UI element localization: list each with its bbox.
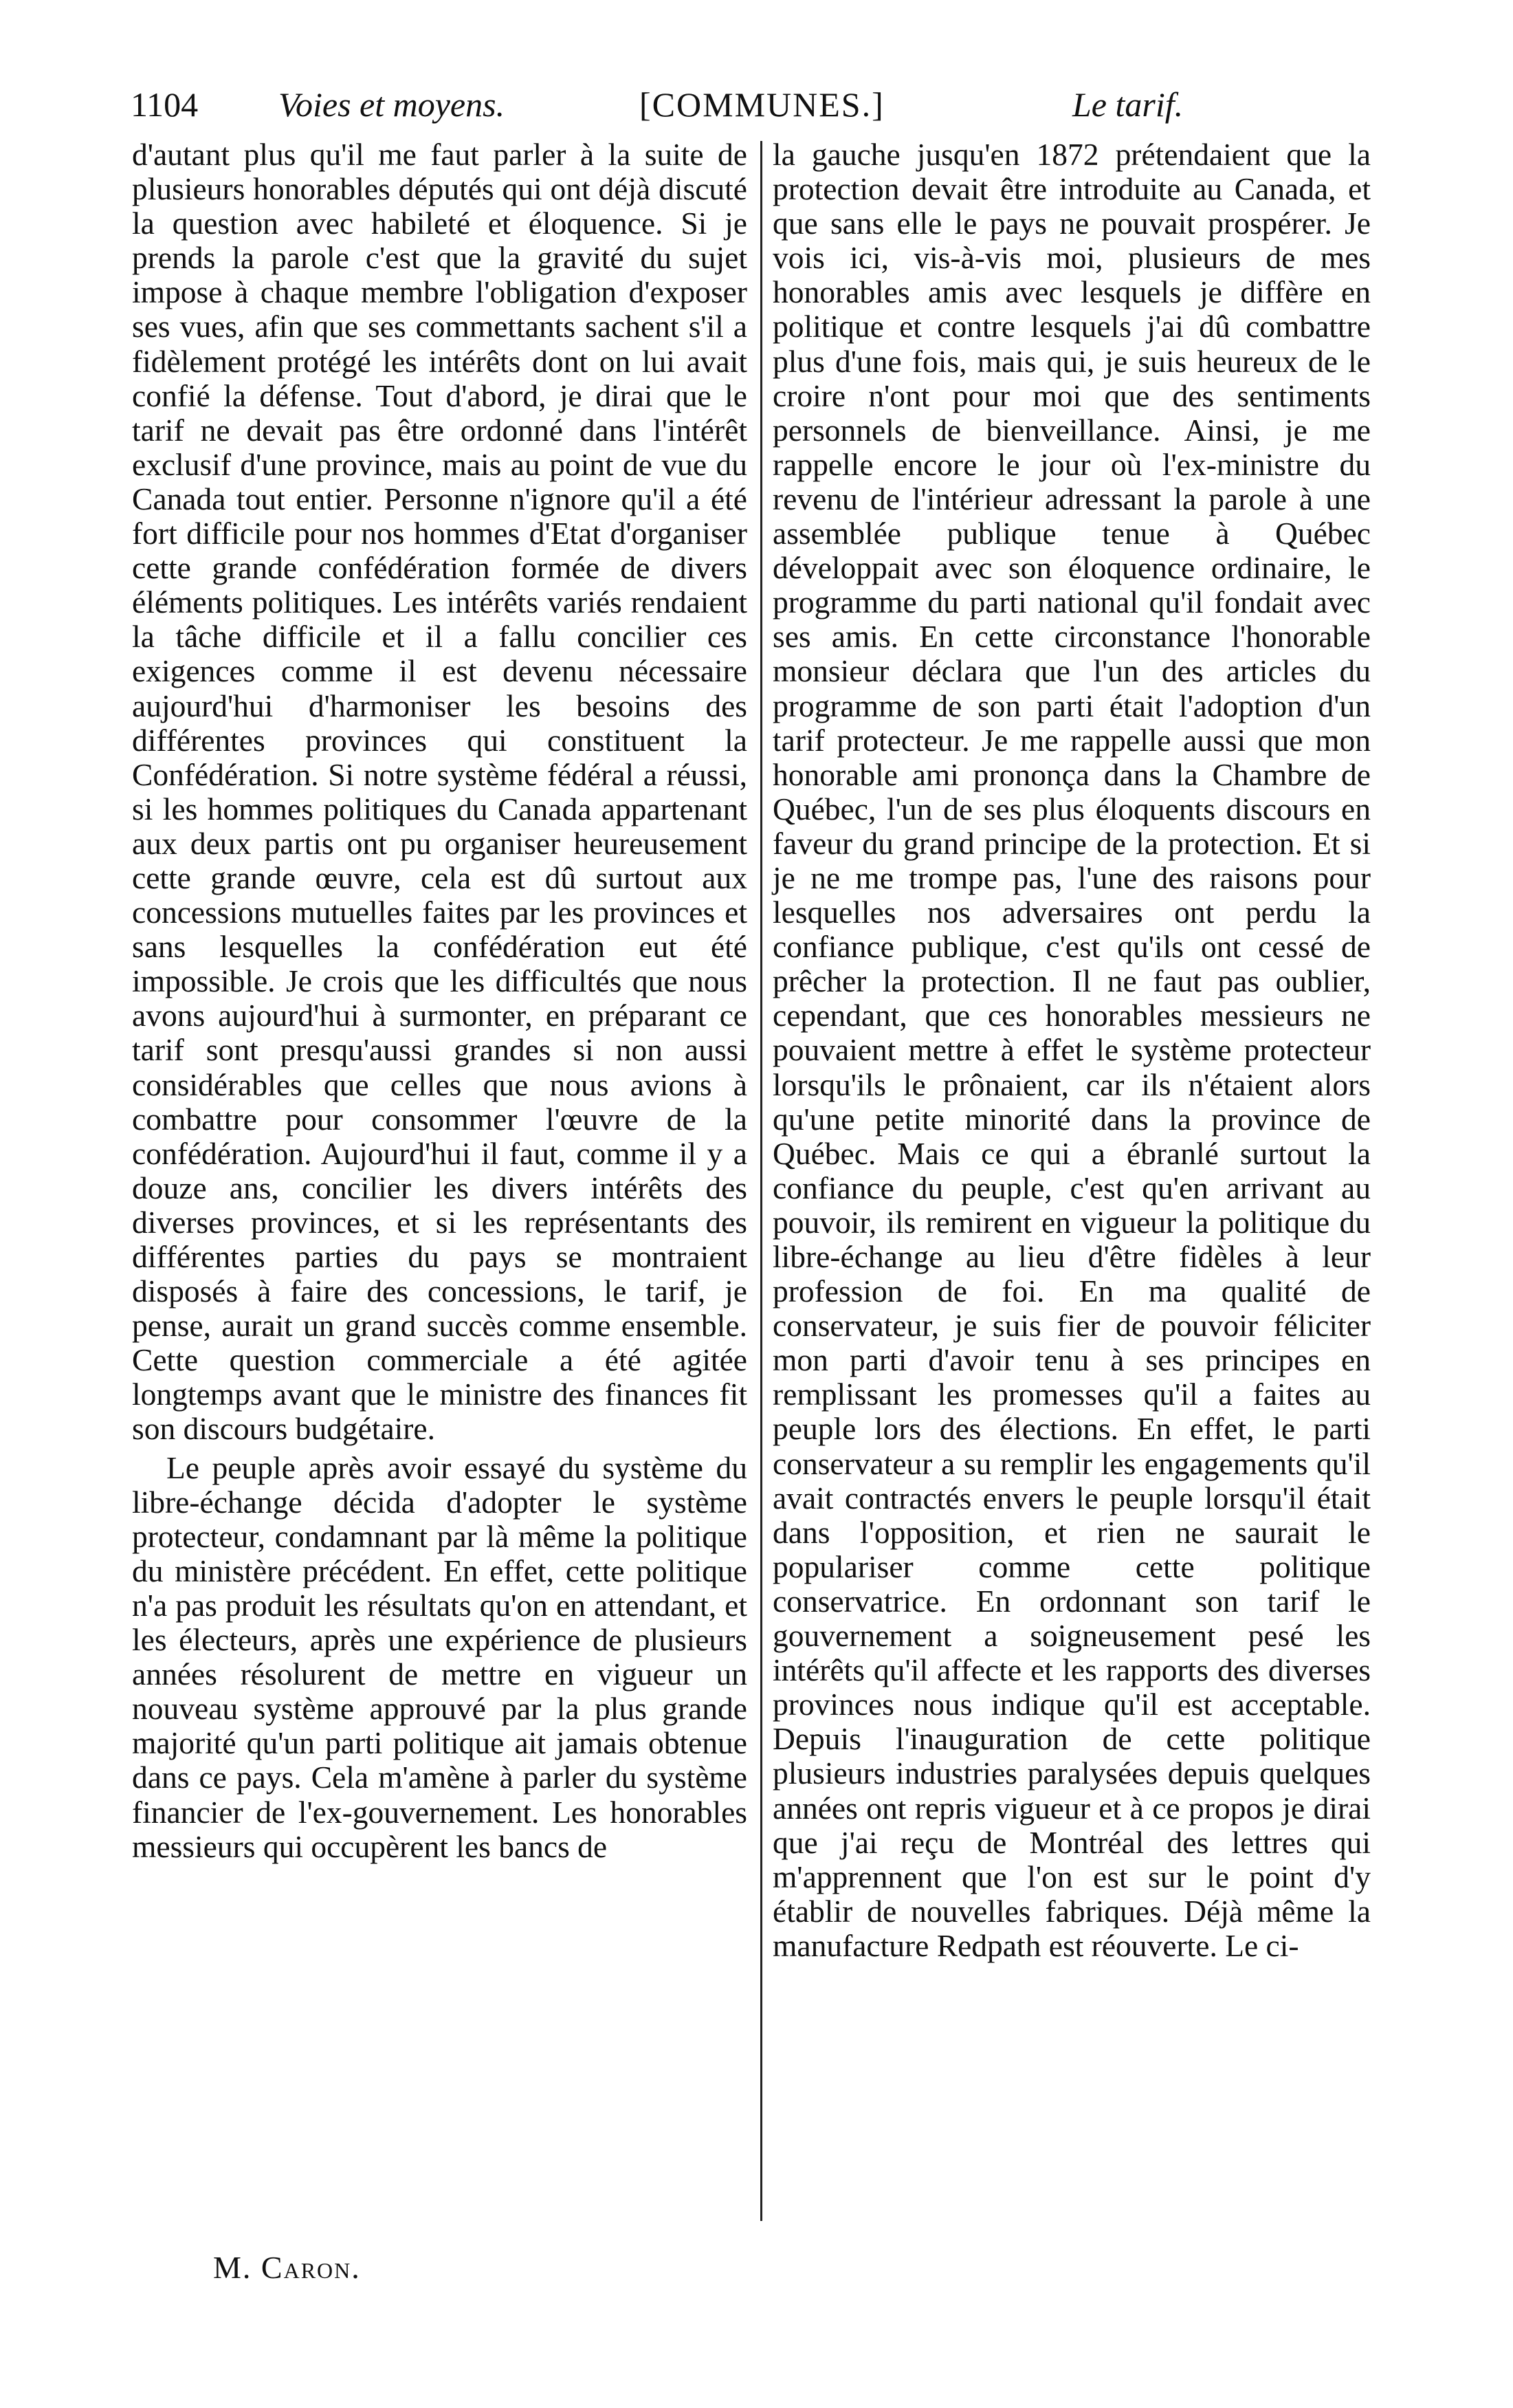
- header-section-title: Voies et moyens.: [278, 85, 505, 124]
- speaker-label: M. Caron.: [213, 2250, 361, 2285]
- column-divider: [760, 141, 762, 2221]
- page-number: 1104: [131, 85, 199, 124]
- running-header: [131, 77, 1368, 132]
- left-text-column: [132, 138, 747, 1864]
- left-paragraph-1: d'autant plus qu'il me faut parler à la suite de plusieurs honorables députés qui ont déjà discuté la question avec habileté et éloquence. Si je prends la parole c'est que la gravité du sujet impose à chaque membre l'obligation d'exposer ses vues, afin que ses commettants sachent s'il a fidèlement protégé les intérêts dont on lui avait confié la défense. Tout d'abord, je dirai que le tarif ne devait pas être ordonné dans l'intérêt exclusif d'une province, mais au point de vue du Canada tout entier. Personne n'ignore qu'il a été fort difficile pour nos hommes d'Etat d'organiser cette grande confédération formée de divers éléments politiques. Les intérêts variés rendaient la tâche difficile et il a fallu concilier ces exigences comme il est devenu nécessaire aujourd'hui d'harmoniser les besoins des différentes provinces qui constituent la Confédération. Si notre système fédéral a réussi, si les hommes politiques du Canada appartenant aux deux partis ont pu organiser heureusement cette grande œuvre, cela est dû surtout aux concessions mutuelles faites par les provinces et sans lesquelles la confédération eut été impossible. Je crois que les difficultés que nous avons aujourd'hui à surmonter, en préparant ce tarif sont presqu'aussi grandes si non aussi considérables que celles que nous avions à combattre pour consommer l'œuvre de la confédération. Aujourd'hui il faut, comme il y a douze ans, concilier les divers intérêts des diverses provinces, et si les représentants des différentes parties du pays se montraient disposés à faire des concessions, le tarif, je pense, aurait un grand succès comme ensemble. Cette question commerciale a été agitée longtemps avant que le ministre des finances fit son discours budgétaire.: [132, 137, 747, 1447]
- header-topic-title: Le tarif.: [1072, 85, 1184, 124]
- right-text-column: [773, 138, 1371, 1963]
- speaker-name: [213, 2247, 361, 2288]
- header-chamber-title: [COMMUNES.]: [639, 85, 885, 124]
- left-paragraph-2: Le peuple après avoir essayé du système du libre-échange décida d'adopter le système protecteur, condamnant par là même la politique du ministère précédent. En effet, cette politique n'a pas produit les résultats qu'on en attendant, et les électeurs, après une expérience de plusieurs années résolurent de mettre en vigueur un nouveau système approuvé par la plus grande majorité qu'un parti politique ait jamais obtenue dans ce pays. Cela m'amène à parler du système financier de l'ex-gouvernement. Les honorables messieurs qui occupèrent les bancs de: [132, 1449, 747, 1864]
- right-paragraph-1: la gauche jusqu'en 1872 prétendaient que la protection devait être introduite au Canada, et que sans elle le pays ne pouvait prospérer. Je vois ici, vis-à-vis moi, plusieurs de mes honorables amis avec lesquels je diffère en politique et contre lesquels j'ai dû combattre plus d'une fois, mais qui, je suis heureux de le croire n'ont pour moi que des sentiments personnels de bienveillance. Ainsi, je me rappelle encore le jour où l'ex-ministre du revenu de l'intérieur adressant la parole à une assemblée publique tenue à Québec développait avec son éloquence ordinaire, le programme du parti national qu'il fondait avec ses amis. En cette circonstance l'honorable monsieur déclara que l'un des articles du programme de son parti était l'adoption d'un tarif protecteur. Je me rappelle aussi que mon honorable ami prononça dans la Chambre de Québec, l'un de ses plus éloquents discours en faveur du grand principe de la protection. Et si je ne me trompe pas, l'une des raisons pour lesquelles nos adversaires ont perdu la confiance publique, c'est qu'ils ont cessé de prêcher la protection. Il ne faut pas oublier, cependant, que ces honorables messieurs ne pouvaient mettre à effet le système protecteur lorsqu'ils le prônaient, car ils n'étaient alors qu'une petite minorité dans la province de Québec. Mais ce qui a ébranlé surtout la confiance du peuple, c'est qu'en arrivant au pouvoir, ils remirent en vigueur la politique du libre-échange au lieu d'être fidèles à leur profession de foi. En ma qualité de conservateur, je suis fier de pouvoir féliciter mon parti d'avoir tenu à ses principes en remplissant les promesses qu'il a faites au peuple lors des élections. En effet, le parti conservateur a su remplir les engagements qu'il avait contractés envers le peuple lorsqu'il était dans l'opposition, et rien ne saurait le populariser comme cette politique conservatrice. En ordonnant son tarif le gouvernement a soigneusement pesé les intérêts qu'il affecte et les rapports des diverses provinces nous indique qu'il est acceptable. Depuis l'inauguration de cette politique plusieurs industries paralysées depuis quelques années ont repris vigueur et à ce propos je dirai que j'ai reçu de Montréal des lettres qui m'apprennent que l'on est sur le point d'y établir de nouvelles fabriques. Déjà même la manufacture Redpath est réouverte. Le ci-: [773, 137, 1371, 1963]
